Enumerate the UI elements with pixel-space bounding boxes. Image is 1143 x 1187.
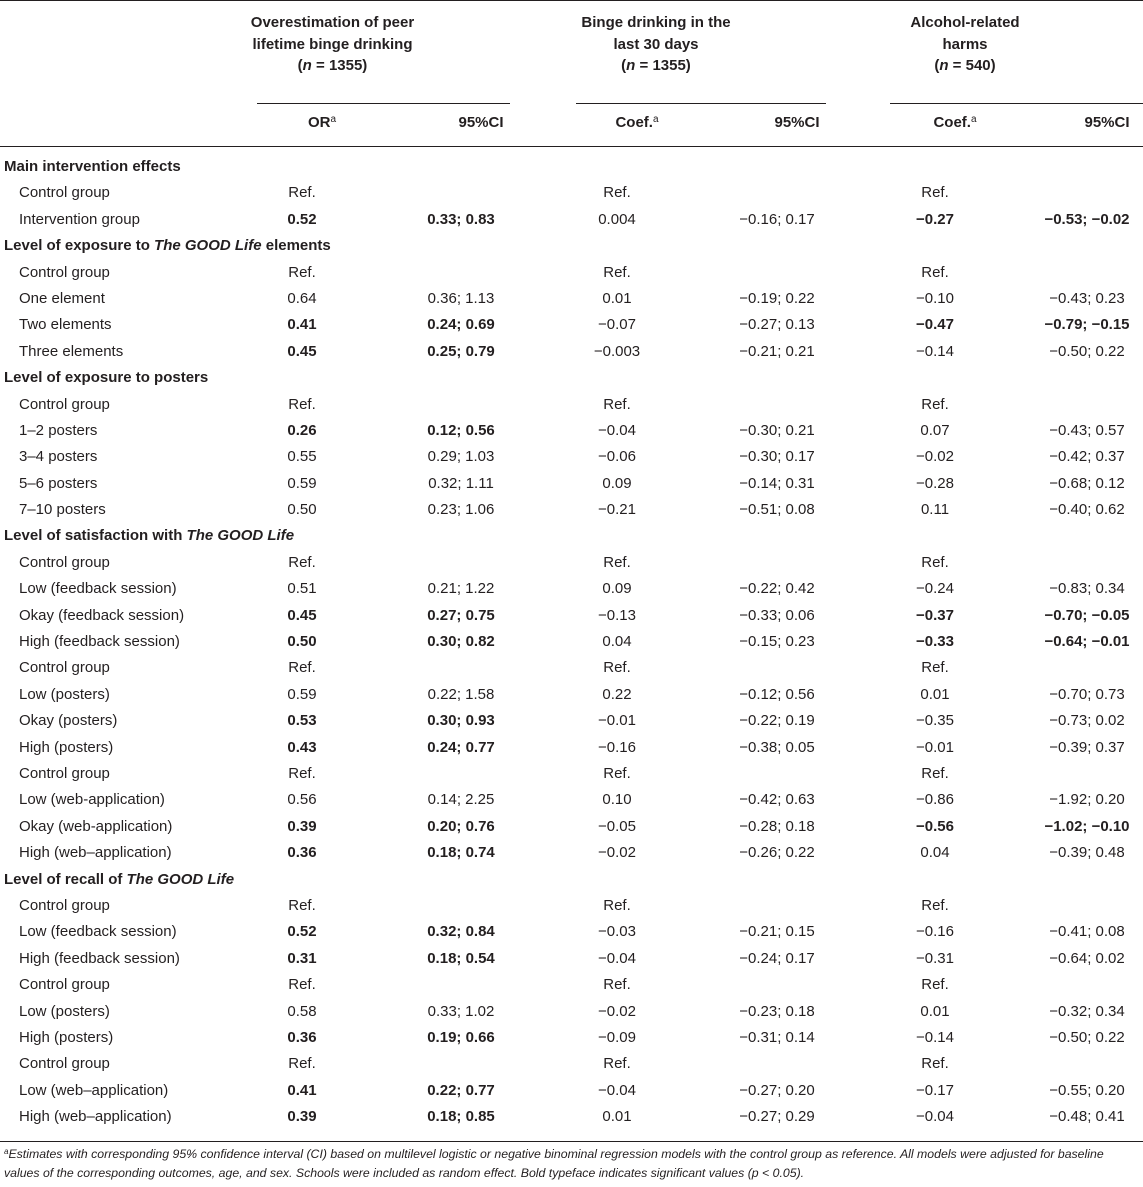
harms-coef-value: −0.28	[916, 474, 954, 492]
or-ci-value: 0.27; 0.75	[427, 606, 495, 624]
table-row	[0, 787, 1143, 813]
row-label: Okay (feedback session)	[19, 606, 185, 624]
harms-coef-value: −0.37	[916, 606, 954, 624]
binge-coef-value: 0.22	[602, 685, 632, 703]
harms-ci-value: −0.39; 0.48	[1049, 844, 1125, 862]
table-row	[0, 682, 1143, 708]
harms-coef-value: −0.04	[916, 1108, 954, 1126]
table-row	[0, 418, 1143, 444]
harms-coef-value: −0.16	[916, 923, 954, 941]
or-value: 0.50	[287, 501, 317, 519]
row-label: Intervention group	[19, 210, 140, 228]
binge-coef-value: −0.06	[598, 448, 636, 466]
binge-ci-value: −0.22; 0.42	[739, 580, 815, 598]
or-value: 0.58	[287, 1002, 317, 1020]
harms-ci-value: −0.70; 0.73	[1049, 685, 1125, 703]
or-ci-value: 0.22; 1.58	[427, 685, 495, 703]
harms-coef-value: −0.02	[916, 448, 954, 466]
binge-ci-value: −0.12; 0.56	[739, 685, 815, 703]
harms-coef-value: −0.31	[916, 949, 954, 967]
or-ci-value: 0.33; 0.83	[427, 210, 495, 228]
table-row	[0, 260, 1143, 286]
harms-coef-value: Ref.	[921, 263, 949, 281]
harms-ci-value: −0.68; 0.12	[1049, 474, 1125, 492]
or-value: Ref.	[288, 395, 316, 413]
binge-coef-value: Ref.	[603, 896, 631, 914]
binge-coef-value: 0.09	[602, 474, 632, 492]
harms-coef-value: Ref.	[921, 184, 949, 202]
table-row	[0, 761, 1143, 787]
table-top-rule	[0, 0, 1143, 1]
row-label: Control group	[19, 263, 110, 281]
binge-ci-value: −0.33; 0.06	[739, 606, 815, 624]
binge-ci-value: −0.31; 0.14	[739, 1028, 815, 1046]
binge-ci-value: −0.30; 0.21	[739, 421, 815, 439]
header-bottom-rule	[0, 146, 1143, 147]
table-row	[0, 207, 1143, 233]
binge-coef-value: −0.01	[598, 712, 636, 730]
row-label: Low (feedback session)	[19, 923, 177, 941]
table-row	[0, 999, 1143, 1025]
section-header-row	[0, 523, 1143, 549]
header-n-harms: (n = 540)	[934, 57, 996, 74]
harms-coef-value: Ref.	[921, 976, 949, 994]
binge-ci-value: −0.42; 0.63	[739, 791, 815, 809]
harms-ci-value: −0.43; 0.23	[1049, 289, 1125, 307]
binge-coef-value: −0.03	[598, 923, 636, 941]
header-underline-binge	[576, 103, 826, 104]
row-label: Low (posters)	[19, 685, 110, 703]
harms-ci-value: −0.41; 0.08	[1049, 923, 1125, 941]
or-value: 0.55	[287, 448, 317, 466]
header-title-overestimation: Overestimation of peer lifetime binge drinking	[250, 14, 415, 53]
row-label: Control group	[19, 764, 110, 782]
row-label: Low (posters)	[19, 1002, 110, 1020]
column-group-header-overestimation	[240, 12, 425, 77]
binge-ci-value: −0.24; 0.17	[739, 949, 815, 967]
binge-coef-value: −0.16	[598, 738, 636, 756]
table-row	[0, 550, 1143, 576]
footnote-mark: a	[652, 114, 659, 125]
table-bottom-rule	[0, 1141, 1143, 1142]
or-value: 0.39	[287, 817, 317, 835]
subheader-ci-harms: 95%CI	[1084, 114, 1130, 131]
harms-coef-value: Ref.	[921, 1055, 949, 1073]
or-value: Ref.	[288, 976, 316, 994]
harms-ci-value: −0.39; 0.37	[1049, 738, 1125, 756]
subheader-coef-harms: Coef.$^a$	[933, 114, 977, 131]
or-ci-value: 0.36; 1.13	[427, 289, 495, 307]
table-row	[0, 180, 1143, 206]
table-row	[0, 603, 1143, 629]
or-value: Ref.	[288, 659, 316, 677]
subheader-coef-binge: Coef.$^a$	[615, 114, 659, 131]
or-value: 0.45	[287, 606, 317, 624]
binge-ci-value: −0.22; 0.19	[739, 712, 815, 730]
binge-coef-value: Ref.	[603, 553, 631, 571]
row-label: Control group	[19, 553, 110, 571]
harms-coef-value: Ref.	[921, 659, 949, 677]
row-label: Low (feedback session)	[19, 580, 177, 598]
binge-ci-value: −0.15; 0.23	[739, 633, 815, 651]
row-label: Control group	[19, 184, 110, 202]
table-row	[0, 735, 1143, 761]
or-value: Ref.	[288, 764, 316, 782]
binge-ci-value: −0.21; 0.15	[739, 923, 815, 941]
row-label: High (feedback session)	[19, 949, 180, 967]
binge-coef-value: 0.01	[602, 1108, 632, 1126]
binge-coef-value: −0.02	[598, 844, 636, 862]
table-row	[0, 814, 1143, 840]
footnote-mark: a	[330, 114, 337, 125]
table-row	[0, 655, 1143, 681]
table-body	[0, 154, 1143, 1130]
binge-coef-value: Ref.	[603, 1055, 631, 1073]
binge-coef-value: −0.04	[598, 1081, 636, 1099]
or-value: Ref.	[288, 263, 316, 281]
harms-coef-value: −0.47	[916, 316, 954, 334]
harms-coef-value: −0.56	[916, 817, 954, 835]
table-row	[0, 497, 1143, 523]
row-label: 1–2 posters	[19, 421, 98, 439]
harms-ci-value: −0.83; 0.34	[1049, 580, 1125, 598]
or-ci-value: 0.23; 1.06	[427, 501, 495, 519]
or-ci-value: 0.24; 0.69	[427, 316, 495, 334]
harms-ci-value: −0.48; 0.41	[1049, 1108, 1125, 1126]
row-label: Two elements	[19, 316, 112, 334]
table-row	[0, 1051, 1143, 1077]
or-ci-value: 0.19; 0.66	[427, 1028, 495, 1046]
binge-ci-value: −0.19; 0.22	[739, 289, 815, 307]
or-ci-value: 0.32; 0.84	[427, 923, 495, 941]
or-value: 0.45	[287, 342, 317, 360]
binge-coef-value: −0.21	[598, 501, 636, 519]
or-ci-value: 0.14; 2.25	[427, 791, 495, 809]
section-header-row	[0, 233, 1143, 259]
harms-coef-value: −0.86	[916, 791, 954, 809]
table-row	[0, 444, 1143, 470]
section-label: Level of satisfaction with The GOOD Life	[4, 527, 295, 545]
binge-coef-value: Ref.	[603, 395, 631, 413]
table-row	[0, 840, 1143, 866]
or-ci-value: 0.22; 0.77	[427, 1081, 495, 1099]
harms-coef-value: Ref.	[921, 896, 949, 914]
harms-ci-value: −0.70; −0.05	[1044, 606, 1130, 624]
header-title-binge: Binge drinking in the last 30 days	[581, 14, 731, 53]
or-value: 0.36	[287, 844, 317, 862]
harms-ci-value: −0.79; −0.15	[1044, 316, 1130, 334]
binge-coef-value: −0.04	[598, 949, 636, 967]
row-label: High (feedback session)	[19, 633, 180, 651]
harms-ci-value: −0.43; 0.57	[1049, 421, 1125, 439]
binge-coef-value: Ref.	[603, 659, 631, 677]
harms-ci-value: −0.32; 0.34	[1049, 1002, 1125, 1020]
harms-ci-value: −0.64; −0.01	[1044, 633, 1130, 651]
row-label: 7–10 posters	[19, 501, 106, 519]
or-ci-value: 0.32; 1.11	[428, 474, 494, 492]
or-value: 0.52	[287, 210, 317, 228]
harms-coef-value: 0.07	[920, 421, 950, 439]
row-label: High (web–application)	[19, 1108, 172, 1126]
row-label: High (posters)	[19, 1028, 114, 1046]
footnote-mark: a	[970, 114, 977, 125]
harms-coef-value: 0.01	[920, 1002, 950, 1020]
harms-ci-value: −0.53; −0.02	[1044, 210, 1130, 228]
harms-coef-value: 0.01	[920, 685, 950, 703]
harms-coef-value: −0.24	[916, 580, 954, 598]
or-value: 0.26	[287, 421, 317, 439]
or-value: Ref.	[288, 553, 316, 571]
binge-ci-value: −0.28; 0.18	[739, 817, 815, 835]
or-value: 0.53	[287, 712, 317, 730]
row-label: Control group	[19, 1055, 110, 1073]
binge-coef-value: 0.09	[602, 580, 632, 598]
harms-ci-value: −0.50; 0.22	[1049, 342, 1125, 360]
binge-coef-value: 0.01	[602, 289, 632, 307]
binge-coef-value: −0.05	[598, 817, 636, 835]
section-label: Level of exposure to posters	[4, 369, 209, 387]
row-label: One element	[19, 289, 105, 307]
binge-coef-value: −0.07	[598, 316, 636, 334]
binge-ci-value: −0.51; 0.08	[739, 501, 815, 519]
header-n-binge: (n = 1355)	[621, 57, 691, 74]
binge-ci-value: −0.23; 0.18	[739, 1002, 815, 1020]
table-row	[0, 339, 1143, 365]
or-ci-value: 0.24; 0.77	[427, 738, 495, 756]
binge-coef-value: 0.10	[602, 791, 632, 809]
harms-ci-value: −1.02; −0.10	[1044, 817, 1130, 835]
binge-coef-value: Ref.	[603, 263, 631, 281]
row-label: 3–4 posters	[19, 448, 98, 466]
or-value: 0.31	[287, 949, 317, 967]
footnote-mark: a	[4, 1147, 9, 1156]
or-ci-value: 0.30; 0.82	[427, 633, 495, 651]
or-value: 0.39	[287, 1108, 317, 1126]
section-label: Level of exposure to The GOOD Life elements	[4, 237, 331, 255]
header-n-overestimation: (n = 1355)	[297, 57, 368, 74]
section-header-row	[0, 867, 1143, 893]
column-group-header-binge	[576, 12, 736, 77]
harms-ci-value: −0.73; 0.02	[1049, 712, 1125, 730]
table-row	[0, 392, 1143, 418]
binge-coef-value: −0.13	[598, 606, 636, 624]
or-value: 0.59	[287, 474, 317, 492]
harms-ci-value: −0.40; 0.62	[1049, 501, 1125, 519]
harms-coef-value: −0.10	[916, 289, 954, 307]
binge-coef-value: 0.004	[598, 210, 636, 228]
binge-coef-value: Ref.	[603, 184, 631, 202]
row-label: Low (web-application)	[19, 791, 165, 809]
harms-coef-value: Ref.	[921, 764, 949, 782]
table-row	[0, 946, 1143, 972]
or-value: 0.41	[287, 316, 317, 334]
header-underline-overestimation	[257, 103, 510, 104]
or-value: 0.59	[287, 685, 317, 703]
subheader-or: $OR^a$	[307, 114, 337, 131]
or-value: 0.56	[287, 791, 317, 809]
table-row	[0, 471, 1143, 497]
table-row	[0, 1104, 1143, 1130]
row-label: Control group	[19, 896, 110, 914]
row-label: Control group	[19, 659, 110, 677]
table-row	[0, 312, 1143, 338]
table-row	[0, 972, 1143, 998]
binge-coef-value: Ref.	[603, 764, 631, 782]
binge-ci-value: −0.21; 0.21	[739, 342, 815, 360]
binge-coef-value: 0.04	[602, 633, 632, 651]
row-label: High (web–application)	[19, 844, 172, 862]
column-group-header-harms	[890, 12, 1040, 77]
footnote-text: Estimates with corresponding 95% confidence interval (CI) based on multilevel logistic or negative binominal regression models with the control group as reference. All models were adjusted for baseline values of the corresponding outcomes, age, and sex. Schools were included as random effect. Bold typeface indicates significant values (p < 0.05).	[4, 1147, 1104, 1180]
binge-ci-value: −0.16; 0.17	[739, 210, 815, 228]
harms-ci-value: −0.50; 0.22	[1049, 1028, 1125, 1046]
section-header-row	[0, 154, 1143, 180]
or-ci-value: 0.29; 1.03	[427, 448, 495, 466]
binge-ci-value: −0.27; 0.13	[739, 316, 815, 334]
row-label: High (posters)	[19, 738, 114, 756]
harms-ci-value: −1.92; 0.20	[1049, 791, 1125, 809]
binge-ci-value: −0.38; 0.05	[739, 738, 815, 756]
or-value: 0.52	[287, 923, 317, 941]
header-underline-harms	[890, 103, 1143, 104]
or-value: 0.41	[287, 1081, 317, 1099]
harms-ci-value: −0.42; 0.37	[1049, 448, 1125, 466]
or-ci-value: 0.18; 0.85	[427, 1108, 495, 1126]
section-label: Level of recall of The GOOD Life	[4, 870, 235, 888]
table-row	[0, 576, 1143, 602]
table-footnote	[4, 1145, 1140, 1183]
or-value: 0.50	[287, 633, 317, 651]
binge-coef-value: −0.04	[598, 421, 636, 439]
table-row	[0, 1025, 1143, 1051]
row-label: Okay (web-application)	[19, 817, 173, 835]
or-value: Ref.	[288, 184, 316, 202]
table-row	[0, 1078, 1143, 1104]
row-label: Control group	[19, 976, 110, 994]
harms-coef-value: −0.14	[916, 342, 954, 360]
row-label: Low (web–application)	[19, 1081, 169, 1099]
row-label: Control group	[19, 395, 110, 413]
binge-coef-value: −0.02	[598, 1002, 636, 1020]
harms-coef-value: −0.35	[916, 712, 954, 730]
subheader-ci-binge: 95%CI	[774, 114, 820, 131]
harms-coef-value: −0.27	[916, 210, 954, 228]
table-row	[0, 629, 1143, 655]
or-value: 0.64	[287, 289, 317, 307]
harms-coef-value: 0.11	[920, 501, 950, 519]
header-title-harms: Alcohol-related harms	[910, 14, 1020, 53]
harms-coef-value: 0.04	[920, 844, 950, 862]
binge-coef-value: −0.003	[593, 342, 641, 360]
table-row	[0, 708, 1143, 734]
binge-coef-value: Ref.	[603, 976, 631, 994]
or-value: Ref.	[288, 1055, 316, 1073]
harms-coef-value: Ref.	[921, 395, 949, 413]
or-ci-value: 0.18; 0.54	[427, 949, 495, 967]
harms-coef-value: Ref.	[921, 553, 949, 571]
section-header-row	[0, 365, 1143, 391]
harms-ci-value: −0.64; 0.02	[1049, 949, 1125, 967]
harms-coef-value: −0.17	[916, 1081, 954, 1099]
or-ci-value: 0.12; 0.56	[427, 421, 495, 439]
or-ci-value: 0.20; 0.76	[427, 817, 495, 835]
binge-coef-value: −0.09	[598, 1028, 636, 1046]
or-ci-value: 0.21; 1.22	[427, 580, 495, 598]
or-value: 0.51	[287, 580, 317, 598]
or-ci-value: 0.18; 0.74	[427, 844, 495, 862]
or-ci-value: 0.33; 1.02	[427, 1002, 495, 1020]
subheader-ci-overestimation: 95%CI	[458, 114, 504, 131]
binge-ci-value: −0.14; 0.31	[739, 474, 815, 492]
row-label: 5–6 posters	[19, 474, 98, 492]
binge-ci-value: −0.27; 0.20	[739, 1081, 815, 1099]
table-row	[0, 919, 1143, 945]
or-value: 0.36	[287, 1028, 317, 1046]
binge-ci-value: −0.30; 0.17	[739, 448, 815, 466]
binge-ci-value: −0.27; 0.29	[739, 1108, 815, 1126]
or-ci-value: 0.30; 0.93	[427, 712, 495, 730]
harms-ci-value: −0.55; 0.20	[1049, 1081, 1125, 1099]
harms-coef-value: −0.01	[916, 738, 954, 756]
harms-coef-value: −0.33	[916, 633, 954, 651]
table-row	[0, 286, 1143, 312]
or-value: Ref.	[288, 896, 316, 914]
or-value: 0.43	[287, 738, 317, 756]
or-ci-value: 0.25; 0.79	[427, 342, 495, 360]
row-label: Three elements	[19, 342, 124, 360]
section-label: Main intervention effects	[4, 158, 181, 175]
binge-ci-value: −0.26; 0.22	[739, 844, 815, 862]
harms-coef-value: −0.14	[916, 1028, 954, 1046]
row-label: Okay (posters)	[19, 712, 118, 730]
table-row	[0, 893, 1143, 919]
